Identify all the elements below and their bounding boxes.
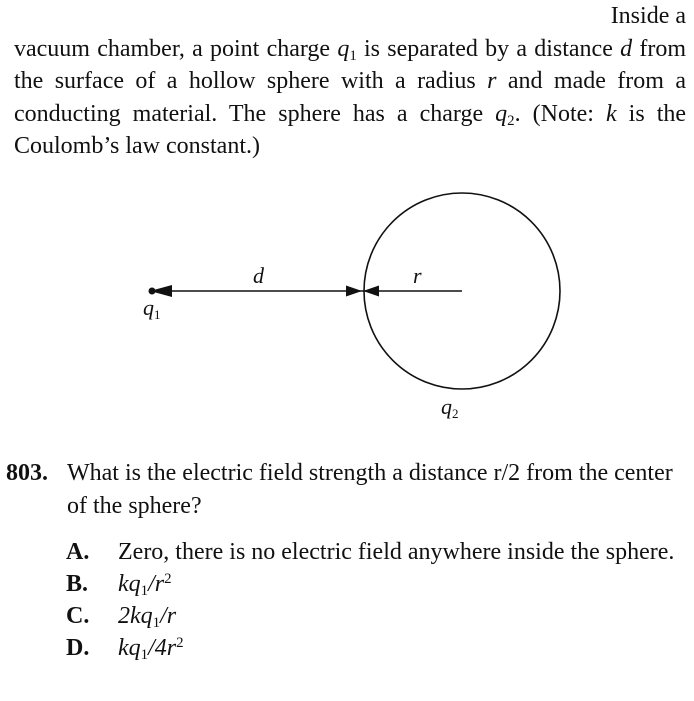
choice-b-text: kq	[118, 571, 141, 597]
choice-a-text: Zero, there is no electric field anywhere inside the sphere.	[118, 539, 675, 565]
choice-c-denominator: /r	[160, 603, 177, 629]
choice-d-superscript: 2	[176, 634, 184, 651]
intro-seg-3: from the surface of a hollow sphere with a radius	[14, 35, 686, 94]
question-number: 803.	[6, 460, 48, 486]
r-symbol: r	[487, 68, 497, 94]
answer-choices	[66, 536, 686, 664]
choice-a-label: A.	[66, 539, 90, 565]
choice-b-superscript: 2	[164, 570, 172, 587]
q1-label: q	[143, 295, 154, 320]
intro-seg-1: vacuum chamber, a point charge	[14, 35, 338, 62]
charge-sphere-diagram	[0, 185, 694, 425]
intro-line-1: Inside a	[610, 3, 686, 29]
q1-symbol: q	[337, 35, 350, 62]
choice-b-denominator: /r	[148, 571, 165, 597]
choice-c[interactable]	[66, 600, 686, 632]
choice-c-text: 2kq	[118, 603, 153, 629]
k-symbol: k	[605, 100, 617, 127]
d-label: d	[253, 263, 264, 288]
q1-subscript: 1	[349, 47, 357, 64]
q2-symbol: q	[495, 100, 508, 127]
choice-b-subscript: 1	[140, 583, 149, 600]
choice-d-subscript: 1	[140, 647, 149, 664]
question-text: What is the electric field strength a distance r/2 from the center of the sphere?	[67, 460, 673, 519]
q2-label-subscript: 2	[452, 406, 459, 421]
choice-a[interactable]	[66, 536, 686, 568]
choice-d-denominator: /4r	[148, 635, 177, 661]
r-label: r	[413, 263, 422, 288]
intro-seg-2: is separated by a distance	[356, 35, 621, 62]
choice-d-text: kq	[118, 635, 141, 661]
q2-label: q	[441, 394, 452, 419]
choice-c-subscript: 1	[152, 615, 161, 632]
choice-b[interactable]	[66, 568, 686, 600]
choice-c-label: C.	[66, 603, 90, 629]
point-charge-dot	[149, 288, 156, 295]
arrowhead-inner-icon	[363, 286, 379, 297]
intro-seg-6: is the Coulomb’s law constant.)	[14, 100, 687, 159]
problem-intro	[14, 0, 686, 163]
intro-seg-4: and made from a conducting material. The sphere has a charge	[14, 68, 686, 127]
q1-label-subscript: 1	[154, 307, 161, 322]
intro-seg-5: . (Note:	[514, 100, 606, 127]
choice-d[interactable]	[66, 632, 686, 664]
choice-b-label: B.	[66, 571, 89, 597]
d-symbol: d	[620, 35, 633, 62]
q2-subscript: 2	[507, 112, 515, 129]
arrowhead-right-icon	[346, 286, 362, 297]
choice-d-label: D.	[66, 635, 90, 661]
